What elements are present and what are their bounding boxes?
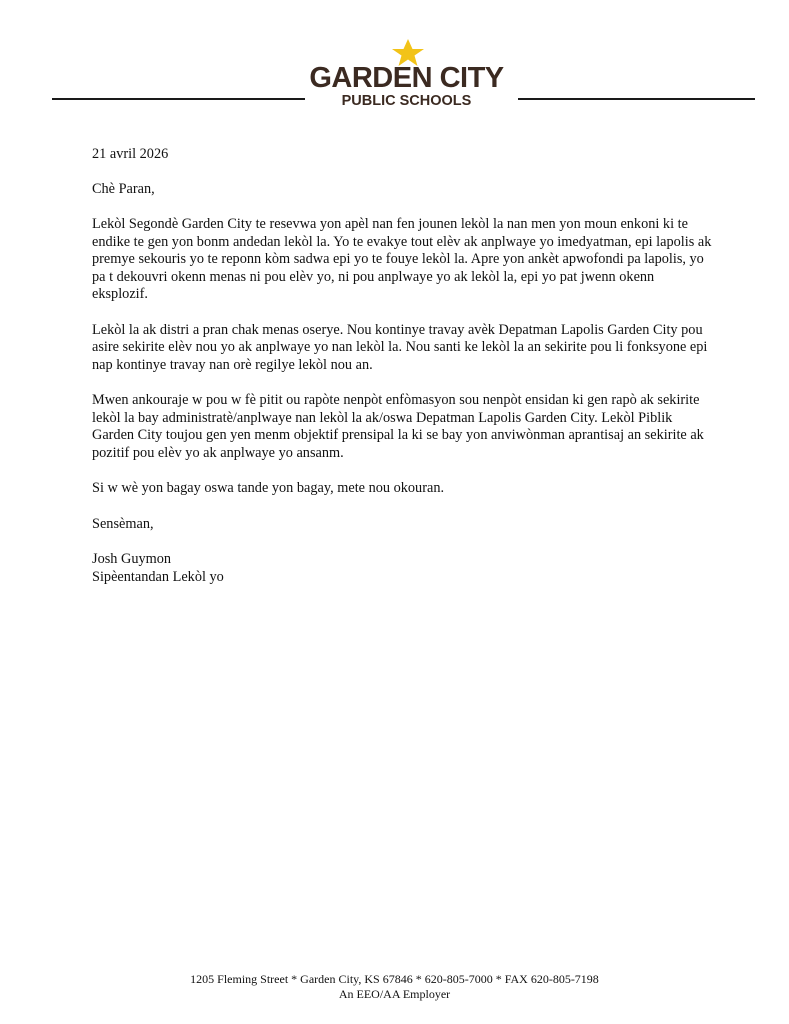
paragraph-1: Lekòl Segondè Garden City te resevwa yon apèl nan fen jounen lekòl la nan men yon moun enkoni ki te endike te gen yon bonm andedan lekòl la. Yo te evakye tout elèv ak anplwaye yo imedyatman, epi lapolis ak premye sekouris yo te reponn kòm sadwa epi yo te fouye lekòl la. Apre yon ankèt apwofondi pa lapolis, yo pa t dekouvri okenn menas ni pou elèv yo, ni pou anplwaye yo ak lekòl la, epi yo pat jwenn okenn eksplozif. [92,216,712,302]
logo-title: GARDEN CITY [309,62,504,94]
footer-address: 1205 Fleming Street * Garden City, KS 67846 * 620-805-7000 * FAX 620-805-7198 [190,972,599,986]
paragraph-4: Si w wè yon bagay oswa tande yon bagay, mete nou okouran. [92,480,445,496]
letter-salutation: Chè Paran, [92,180,155,197]
letterhead [0,36,789,116]
signer-name: Josh Guymon [92,551,172,567]
letter-date: 21 avril 2026 [92,146,169,162]
header-rule-right [518,98,755,100]
paragraph-3: Mwen ankouraje w pou w fè pitit ou rapòte nenpòt enfòmasyon sou nenpòt ensidan ki gen rapò ak sekirite lekòl la bay administratè/anplwaye nan lekòl la ak/oswa Depatman Lapolis Garden City. Lekòl Piblik Garden City toujou gen yen menm objektif prensipal la ki se bay yon anviwònman aprantisaj an sekirite ak pozitif pou elèv yo ak anplwaye yo ansanm. [92,392,704,461]
header-rule-left [52,98,305,100]
letter-body [92,146,712,586]
signer-title: Sipèentandan Lekòl yo [92,568,224,585]
footer [0,972,789,1002]
paragraph-2: Lekòl la ak distri a pran chak menas oserye. Nou kontinye travay avèk Depatman Lapolis Garden City pou asire sekirite elèv nou yo ak anplwaye yo nan lekòl la. Nou santi ke lekòl la an sekirite pou li fonksyone epi nap kontinye travay nan orè regilye lekòl nou an. [92,321,708,373]
footer-employer: An EEO/AA Employer [338,987,451,1001]
letter-closing: Sensèman, [92,515,154,532]
logo-subtitle: PUBLIC SCHOOLS [341,93,472,109]
